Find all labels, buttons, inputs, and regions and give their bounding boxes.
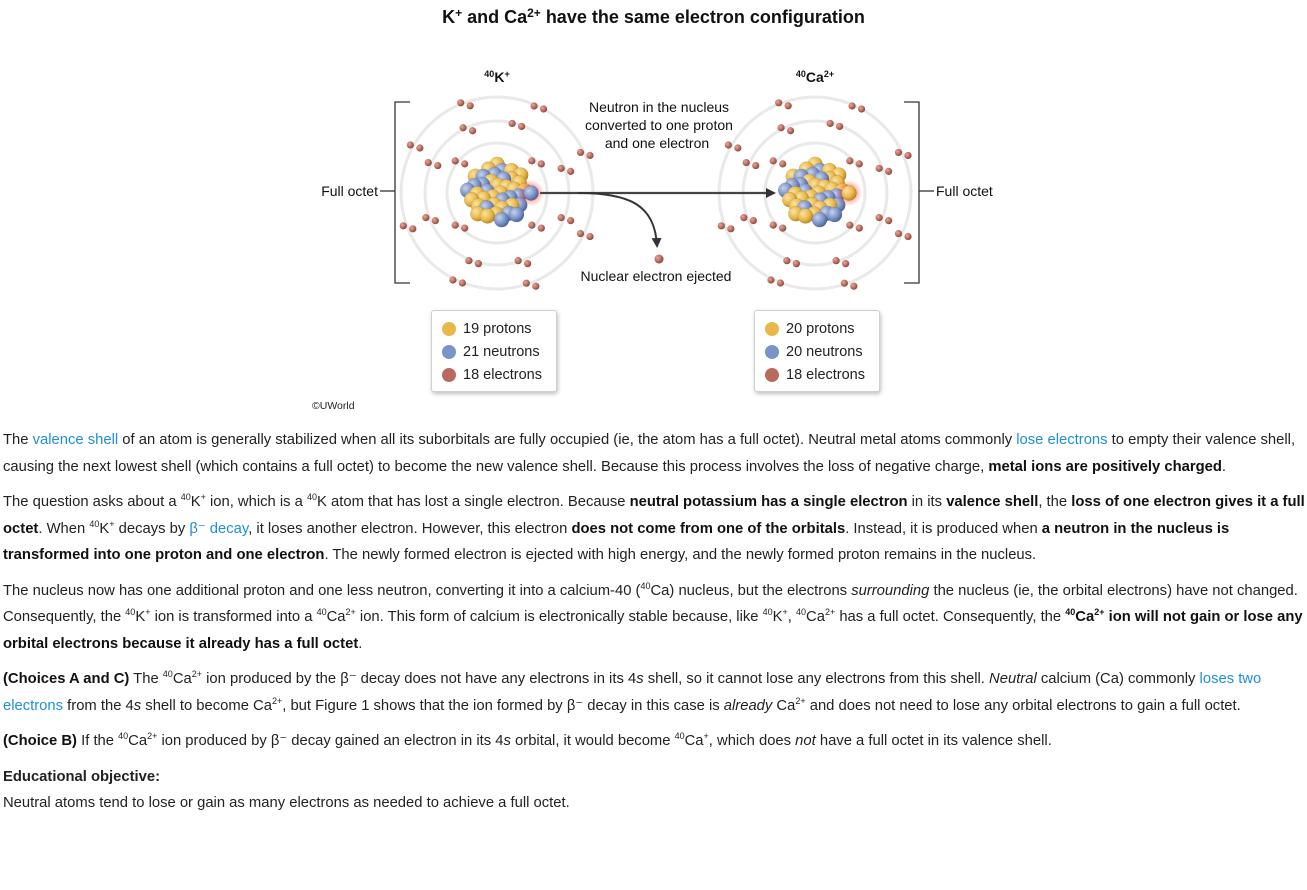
orbital-electron: [743, 159, 750, 166]
orbital-electron: [524, 260, 531, 267]
orbital-electron: [538, 225, 545, 232]
orbital-electron: [586, 233, 593, 240]
neutron: [812, 212, 827, 227]
right-particle-legend: [754, 310, 880, 392]
orbital-electron: [452, 222, 459, 229]
ejected-label: Nuclear electron ejected: [580, 268, 732, 284]
orbital-electron: [850, 283, 857, 290]
electron-swatch: [765, 368, 779, 382]
orbital-electron: [449, 276, 456, 283]
loses-two-electrons-link[interactable]: loses two electrons: [3, 671, 1262, 714]
orbital-electron: [567, 217, 574, 224]
orbital-electron: [725, 141, 732, 148]
paragraph-choice-b: (Choice B) If the $^{40}Ca^{2+}$ ion produced by β⁻ decay gained an electron in its 4s orbital, it would become $^{40}$Ca+, which does not have a full octet in its valence shell.: [3, 731, 1052, 749]
orbital-electron: [465, 257, 472, 264]
legend-row-electrons: 18 electrons: [765, 363, 879, 386]
orbital-electron: [407, 141, 414, 148]
paragraph-beta-decay: The question asks about a $^{40}$K+ ion, which is a $^{40}$K atom that has lost a single electron. Because neutral potassium has a single electron in its valence shell, the loss of one electron gives it a full octet. When $^{40}$K+ decays by β⁻ decay, it loses another electron. However, this electron does not come from one of the orbitals. Instead, it is produced when a neutron in the nucleus is transformed into one proton and one electron. The newly formed electron is ejected with high energy, and the newly formed proton remains in the nucleus.: [3, 492, 1305, 563]
paragraph-choices-a-c: (Choices A and C) The $^{40}Ca^{2+}$ ion produced by the β⁻ decay does not have any electrons in its 4s shell, so it cannot lose any electrons from this shell. Neutral calcium (Ca) commonly loses two electrons from the 4s shell to become $Ca^{2+}$, but Figure 1 shows that the ion formed by β⁻ decay in this case is already $Ca^{2+}$ and does not need to lose any orbital electrons to gain a full octet.: [3, 669, 1262, 714]
orbital-electron: [841, 280, 848, 287]
orbital-electron: [718, 222, 725, 229]
legend-row-protons: 19 protons: [442, 317, 556, 340]
proton-swatch: [765, 322, 779, 336]
left-octet-label: Full octet: [321, 183, 378, 199]
right-nucleus: [778, 157, 862, 227]
neutron-swatch: [442, 345, 456, 359]
orbital-electron: [750, 217, 757, 224]
left-particle-legend: [431, 310, 557, 392]
orbital-electron: [783, 257, 790, 264]
proton-swatch: [442, 322, 456, 336]
beta-decay-diagram: [0, 0, 1307, 420]
orbital-electron: [779, 225, 786, 232]
legend-row-neutrons: 20 neutrons: [765, 340, 879, 363]
orbital-electron: [770, 222, 777, 229]
orbital-electron: [767, 276, 774, 283]
right-octet-label: Full octet: [936, 183, 993, 199]
orbital-electron: [904, 152, 911, 159]
orbital-electron: [400, 222, 407, 229]
orbital-electron: [515, 257, 522, 264]
orbital-electron: [469, 127, 476, 134]
orbital-electron: [793, 260, 800, 267]
orbital-electron: [461, 225, 468, 232]
objective-text: Neutral atoms tend to lose or gain as many electrons as needed to achieve a full octet.: [3, 795, 570, 811]
orbital-electron: [740, 214, 747, 221]
orbital-electron: [876, 214, 883, 221]
proton: [798, 208, 813, 223]
left-nucleus: [460, 157, 544, 227]
orbital-electron: [752, 162, 759, 169]
orbital-electron: [558, 214, 565, 221]
orbital-electron: [459, 124, 466, 131]
figure-title: K+ and $Ca^{2+}$ have the same electron configuration: [442, 6, 865, 27]
orbital-electron: [467, 102, 474, 109]
orbital-electron: [895, 230, 902, 237]
orbital-electron: [848, 102, 855, 109]
orbital-electron: [734, 144, 741, 151]
neutron-swatch: [765, 345, 779, 359]
orbital-electron: [895, 149, 902, 156]
electron-swatch: [442, 368, 456, 382]
left-atom-label: $^{40}$K+: [484, 69, 510, 85]
orbital-electron: [842, 260, 849, 267]
orbital-electron: [777, 279, 784, 286]
right-atom-label: $^{40}Ca^{2+}$: [795, 69, 835, 85]
orbital-electron: [775, 99, 782, 106]
orbital-electron: [787, 127, 794, 134]
legend-row-electrons: 18 electrons: [442, 363, 556, 386]
new-proton: [842, 186, 857, 201]
orbital-electron: [885, 168, 892, 175]
neutron: [494, 212, 509, 227]
orbital-electron: [422, 214, 429, 221]
orbital-electron: [577, 149, 584, 156]
paragraph-valence-shell: The valence shell of an atom is generally stabilized when all its suborbitals are fully occupied (ie, the atom has a full octet). Neutral metal atoms commonly lose electrons to empty their valence shell, causing the next lowest shell (which contains a full octet) to become the new valence shell. Because this process involves the loss of negative charge, metal ions are positively charged.: [3, 432, 1296, 475]
orbital-electron: [538, 160, 545, 167]
orbital-electron: [876, 165, 883, 172]
legend-row-protons: 20 protons: [765, 317, 879, 340]
orbital-electron: [409, 225, 416, 232]
orbital-electron: [530, 102, 537, 109]
orbital-electron: [475, 260, 482, 267]
orbital-electron: [518, 123, 525, 130]
lose-electrons-link[interactable]: lose electrons: [1016, 432, 1108, 448]
proton: [480, 208, 495, 223]
orbital-electron: [885, 217, 892, 224]
ejected-electron: [655, 255, 664, 264]
orbital-electron: [567, 168, 574, 175]
explanation: [3, 427, 1305, 817]
orbital-electron: [770, 157, 777, 164]
conversion-label-line1: Neutron in the nucleus: [588, 99, 730, 115]
orbital-electron: [904, 233, 911, 240]
orbital-electron: [856, 225, 863, 232]
objective-heading: Educational objective:: [3, 768, 161, 785]
orbital-electron: [577, 230, 584, 237]
orbital-electron: [509, 120, 516, 127]
orbital-electron: [416, 144, 423, 151]
neutron: [827, 207, 842, 222]
conversion-label-line3: and one electron: [604, 135, 710, 151]
orbital-electron: [727, 225, 734, 232]
orbital-electron: [459, 279, 466, 286]
conversion-label-line2: converted to one proton: [585, 117, 733, 133]
orbital-electron: [777, 124, 784, 131]
orbital-electron: [558, 165, 565, 172]
valence-shell-link[interactable]: valence shell: [32, 432, 119, 448]
neutron: [509, 207, 524, 222]
paragraph-calcium: The nucleus now has one additional proton and one less neutron, converting it into a calcium-40 ($^{40}$Ca) nucleus, but the electrons surrounding the nucleus (ie, the orbital electrons) have not changed. Consequently, the $^{40}$K+ ion is transformed into a $^{40}Ca^{2+}$ ion. This form of calcium is electronically stable because, like $^{40}$K+, $^{40}Ca^{2+}$ has a full octet. Consequently, the $^{40}Ca^{2+}$ ion will not gain or lose any orbital electrons because it already has a full octet.: [3, 580, 1303, 652]
orbital-electron: [858, 105, 865, 112]
orbital-electron: [833, 257, 840, 264]
beta-decay-link[interactable]: β⁻ decay: [189, 520, 249, 537]
orbital-electron: [523, 280, 530, 287]
orbital-electron: [461, 160, 468, 167]
orbital-electron: [785, 102, 792, 109]
orbital-electron: [827, 120, 834, 127]
copyright-label: ©UWorld: [312, 400, 355, 412]
orbital-electron: [532, 283, 539, 290]
orbital-electron: [528, 222, 535, 229]
orbital-electron: [779, 160, 786, 167]
legend-row-neutrons: 21 neutrons: [442, 340, 556, 363]
orbital-electron: [586, 152, 593, 159]
decaying-neutron: [524, 186, 539, 201]
orbital-electron: [425, 159, 432, 166]
orbital-electron: [856, 160, 863, 167]
orbital-electron: [540, 105, 547, 112]
orbital-electron: [452, 157, 459, 164]
orbital-electron: [432, 217, 439, 224]
orbital-electron: [457, 99, 464, 106]
orbital-electron: [846, 222, 853, 229]
orbital-electron: [836, 123, 843, 130]
orbital-electron: [846, 157, 853, 164]
orbital-electron: [528, 157, 535, 164]
orbital-electron: [434, 162, 441, 169]
